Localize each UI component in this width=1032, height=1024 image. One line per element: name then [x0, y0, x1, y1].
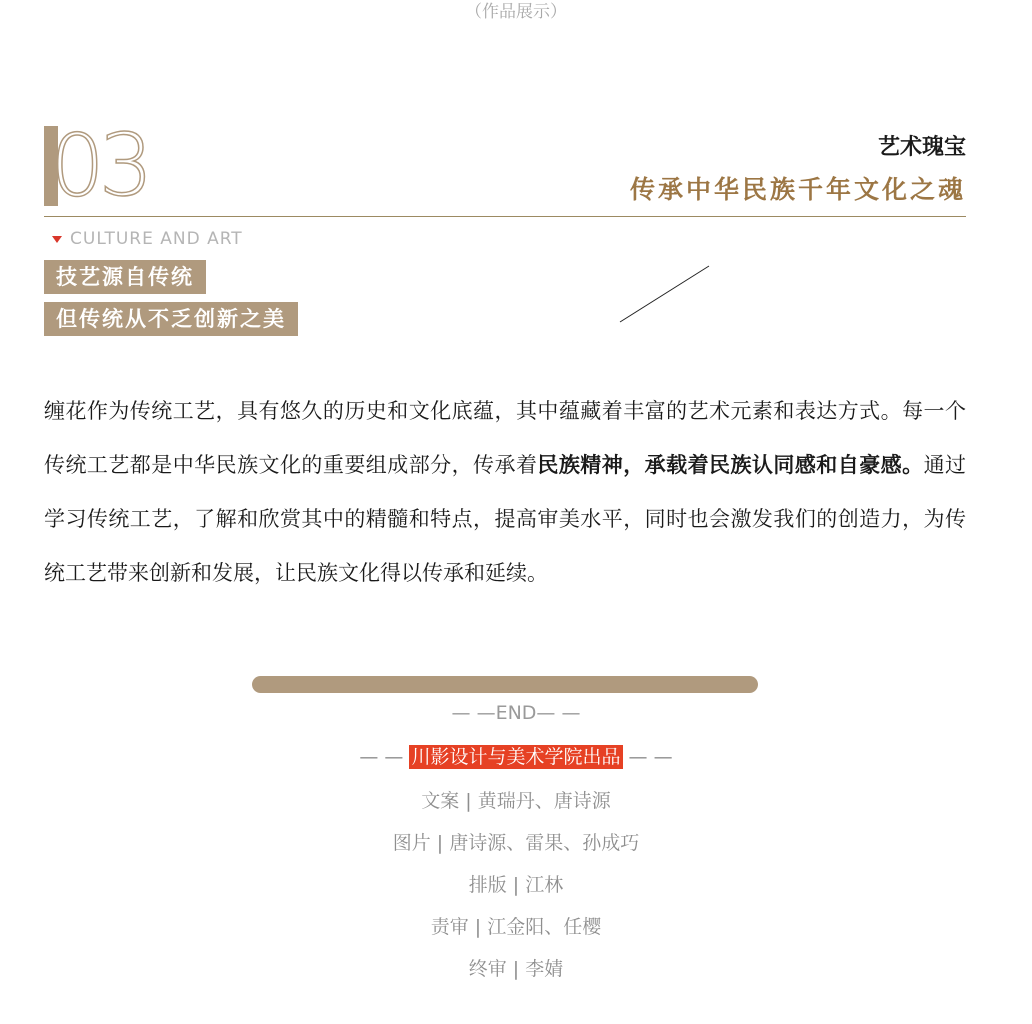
title-divider — [44, 216, 966, 217]
credit-review: 责审 | 江金阳、任樱 — [430, 916, 602, 938]
end-marker: — —END— — — [451, 702, 581, 724]
triangle-marker-icon — [52, 236, 62, 243]
tag-line-1: 技艺源自传统 — [44, 260, 206, 294]
paragraph-text-2: 通过学习传统工艺，了解和欣赏其中的精髓和特点，提高审美水平，同时也会激发我们的创造力，为传统工艺带来创新和发展，让民族文化得以传承和延续。 — [44, 453, 967, 585]
english-label: CULTURE AND ART — [70, 229, 243, 249]
brand-dash-right: — — — [628, 746, 673, 768]
credit-copywriting: 文案 | 黄瑞丹、唐诗源 — [421, 790, 611, 812]
page-caption: （作品展示） — [465, 2, 567, 22]
credit-images: 图片 | 唐诗源、雷果、孙成巧 — [392, 832, 640, 854]
brand-label: 川影设计与美术学院出品 — [411, 746, 621, 768]
paragraph-text-1: 缠花作为传统工艺，具有悠久的历史和文化底蕴，其中蕴藏着丰富的艺术元素和表达方式。每一个传统工艺都是中华民族文化的重要组成部分，传承着 — [44, 399, 966, 477]
section-subtitle: 艺术瑰宝 — [877, 135, 966, 160]
end-bar — [252, 676, 758, 693]
credit-final-review: 终审 | 李婧 — [468, 958, 564, 980]
brand-line — [0, 742, 1032, 769]
body-paragraph — [44, 384, 966, 600]
paragraph-bold-text: 民族精神，承载着民族认同感和自豪感。 — [537, 453, 924, 477]
section-number: 03 — [50, 116, 148, 216]
tag-line-2: 但传统从不乏创新之美 — [44, 302, 298, 336]
section-title: 传承中华民族千年文化之魂 — [629, 175, 966, 204]
brand-dash-left: — — — [359, 746, 404, 768]
credit-layout: 排版 | 江林 — [468, 874, 564, 896]
